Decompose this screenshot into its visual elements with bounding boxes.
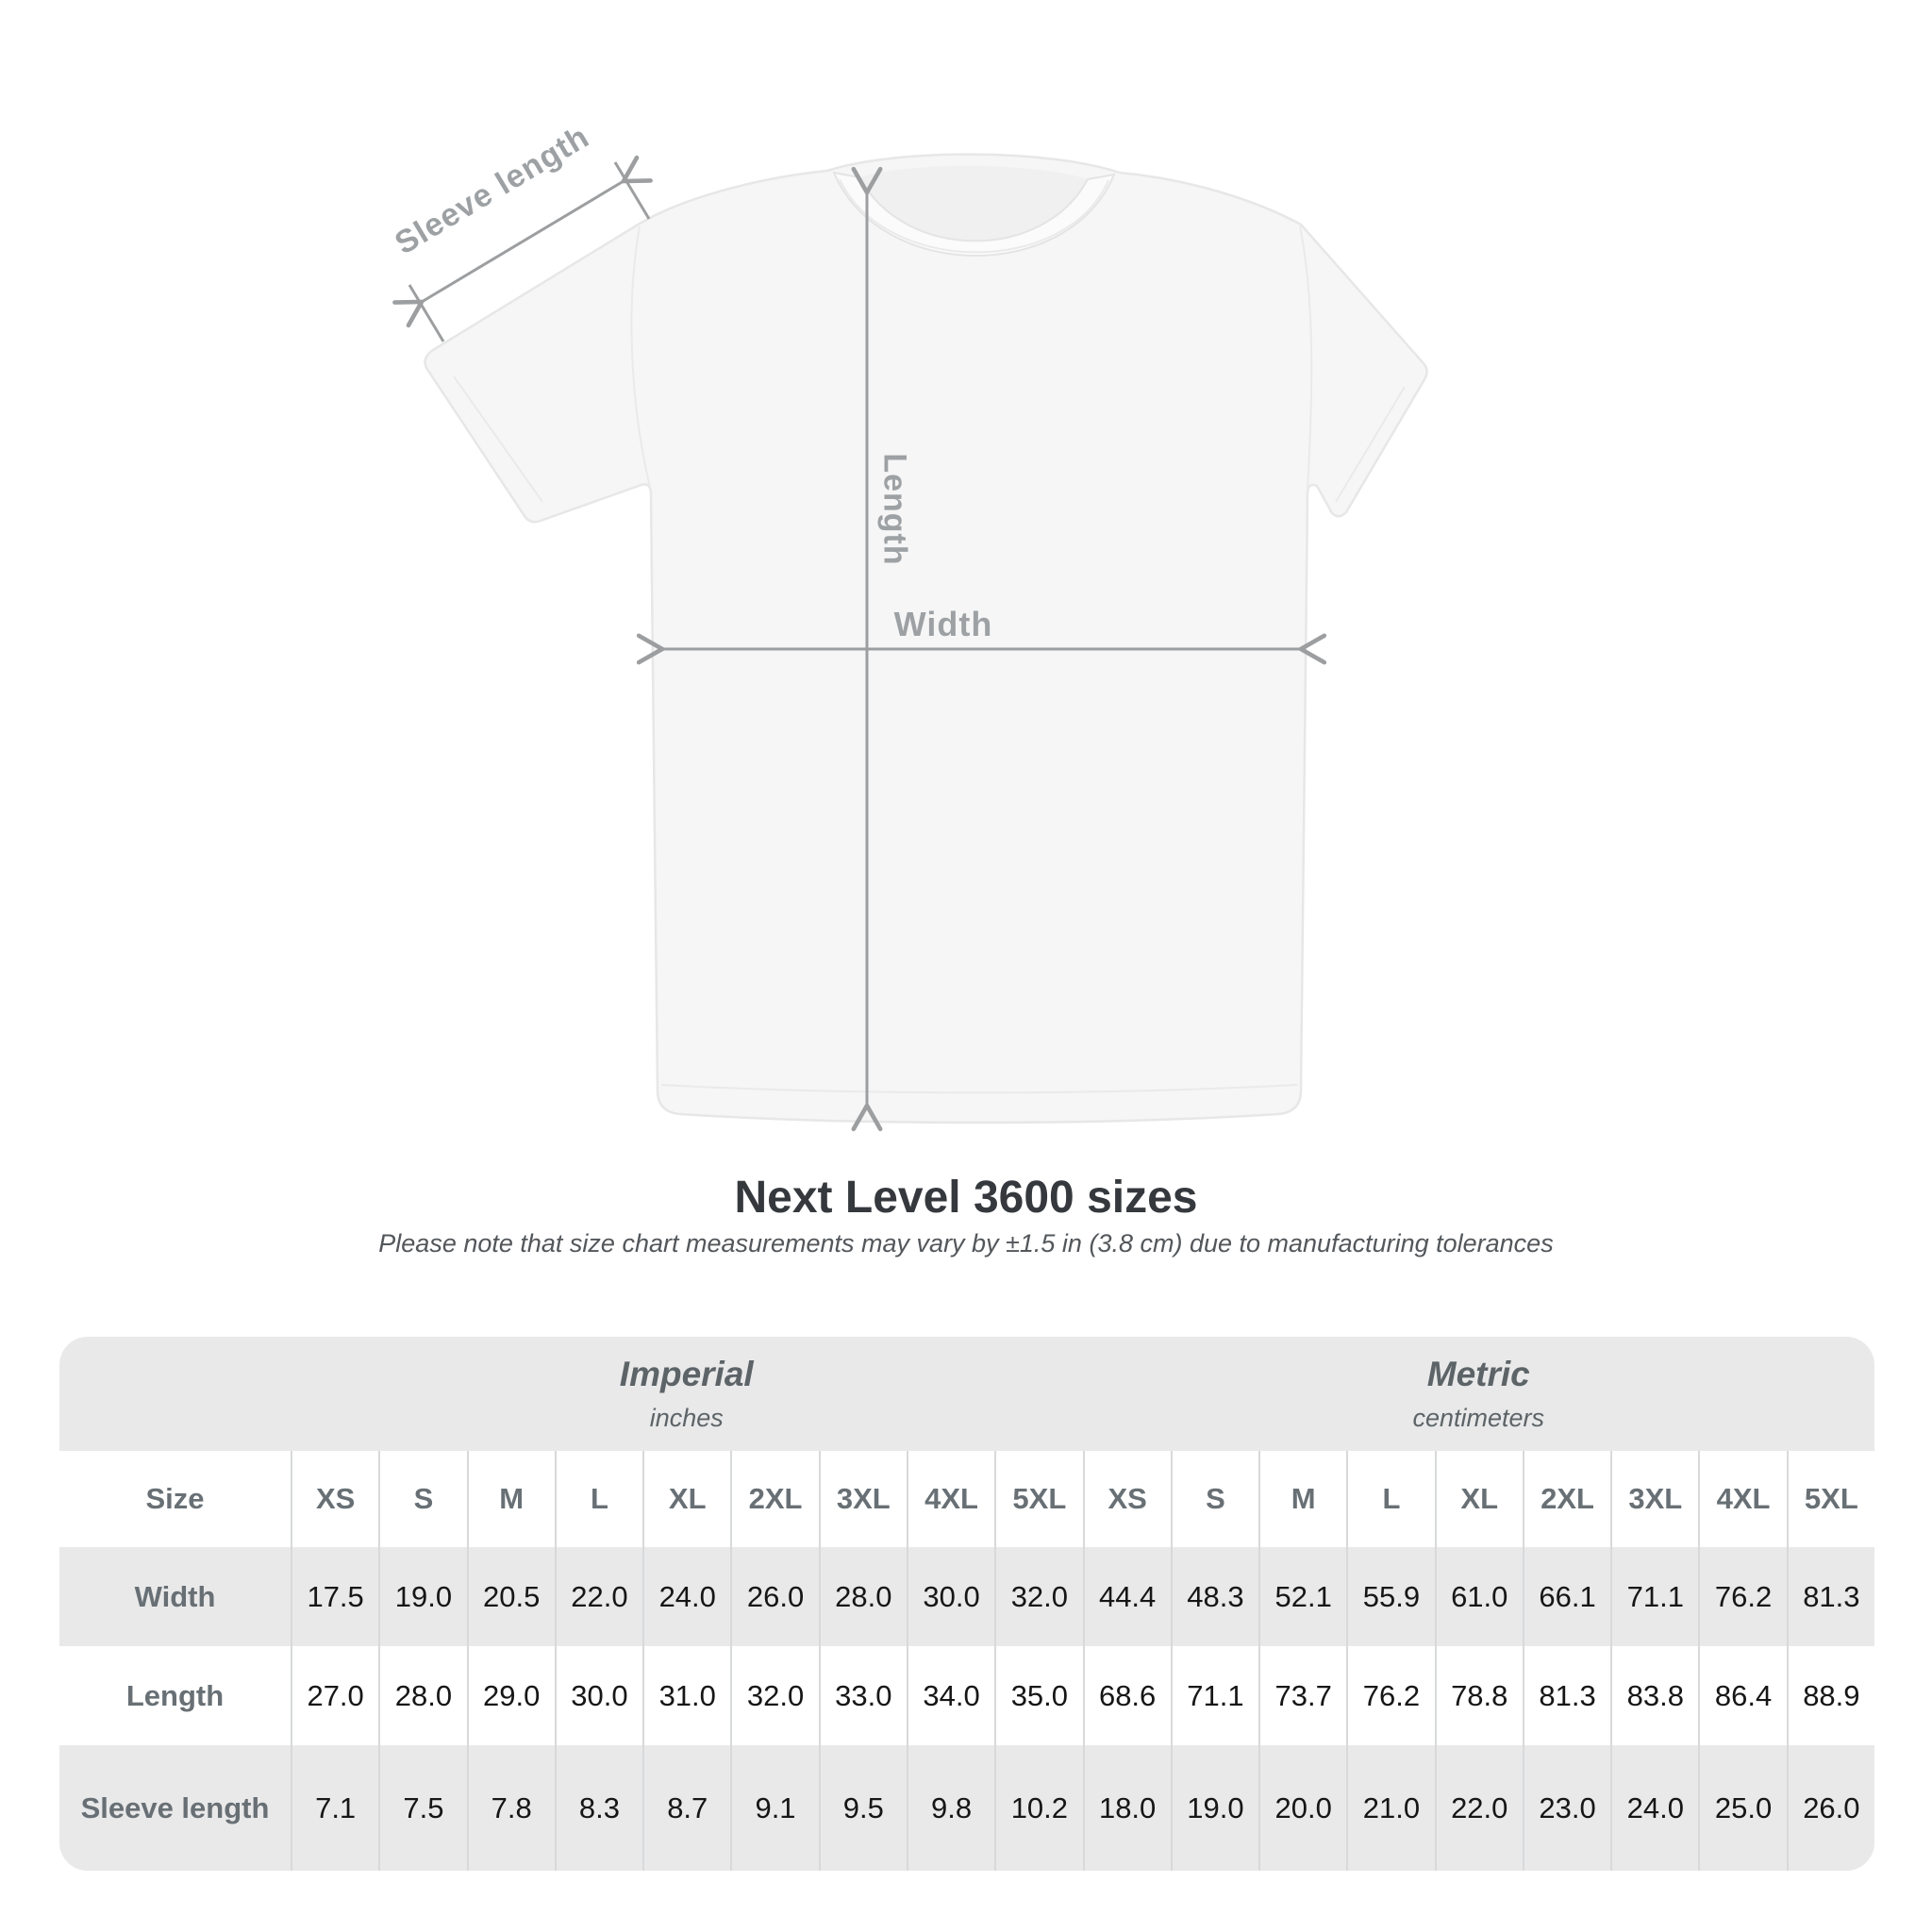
metric-unit-header <box>1083 1337 1875 1451</box>
width-value-cell: 26.0 <box>730 1547 818 1646</box>
size-header-cell: 2XL <box>1523 1451 1610 1547</box>
width-value-cell: 71.1 <box>1610 1547 1698 1646</box>
sleeve-length-value-cell: 9.8 <box>907 1745 994 1871</box>
width-row-label: Width <box>134 1579 216 1613</box>
length-value-cell: 28.0 <box>378 1646 466 1745</box>
length-dimension-label: Length <box>876 453 913 566</box>
length-value-cell: 73.7 <box>1258 1646 1346 1745</box>
size-header-cell: 4XL <box>907 1451 994 1547</box>
sleeve-length-value-cell: 24.0 <box>1610 1745 1698 1871</box>
length-value-cell: 76.2 <box>1346 1646 1434 1745</box>
length-value-cell: 88.9 <box>1787 1646 1874 1745</box>
length-value-cell: 68.6 <box>1083 1646 1171 1745</box>
sleeve-length-value-cell: 18.0 <box>1083 1745 1171 1871</box>
unit-header-row <box>59 1337 1874 1451</box>
sleeve-length-value-cell: 26.0 <box>1787 1745 1874 1871</box>
size-header-cell: XS <box>1083 1451 1171 1547</box>
metric-sublabel: centimeters <box>1412 1404 1545 1432</box>
length-value-cell: 78.8 <box>1435 1646 1523 1745</box>
size-header-cell: S <box>1171 1451 1258 1547</box>
length-value-cell: 33.0 <box>819 1646 907 1745</box>
length-row <box>59 1646 1874 1745</box>
size-header-cell: XS <box>291 1451 378 1547</box>
width-value-cell: 19.0 <box>378 1547 466 1646</box>
width-value-cell: 52.1 <box>1258 1547 1346 1646</box>
width-value-cell: 28.0 <box>819 1547 907 1646</box>
width-dimension-label: Width <box>893 605 993 643</box>
width-value-cell: 22.0 <box>555 1547 642 1646</box>
size-table <box>59 1337 1874 1871</box>
size-column-header: Size <box>145 1482 205 1515</box>
length-row-label: Length <box>125 1678 225 1712</box>
sleeve-length-value-cell: 9.1 <box>730 1745 818 1871</box>
sleeve-length-row-label: Sleeve length <box>80 1790 270 1824</box>
size-header-cell: XL <box>1435 1451 1523 1547</box>
length-value-cell: 71.1 <box>1171 1646 1258 1745</box>
size-header-cell: S <box>378 1451 466 1547</box>
sleeve-length-value-cell: 20.0 <box>1258 1745 1346 1871</box>
sleeve-length-value-cell: 7.1 <box>291 1745 378 1871</box>
metric-label: Metric <box>1426 1355 1530 1393</box>
width-value-cell: 30.0 <box>907 1547 994 1646</box>
size-header-cell: L <box>1346 1451 1434 1547</box>
length-value-cell: 34.0 <box>907 1646 994 1745</box>
sleeve-length-value-cell: 10.2 <box>994 1745 1082 1871</box>
length-value-cell: 83.8 <box>1610 1646 1698 1745</box>
size-header-cell: 4XL <box>1698 1451 1786 1547</box>
size-header-cell: 3XL <box>819 1451 907 1547</box>
sleeve-length-value-cell: 8.3 <box>555 1745 642 1871</box>
size-header-cell: 5XL <box>994 1451 1082 1547</box>
sleeve-length-value-cell: 8.7 <box>642 1745 730 1871</box>
length-value-cell: 32.0 <box>730 1646 818 1745</box>
width-value-cell: 81.3 <box>1787 1547 1874 1646</box>
sleeve-length-value-cell: 21.0 <box>1346 1745 1434 1871</box>
sleeve-length-dimension-label: Sleeve length <box>389 118 596 262</box>
size-header-cell: 3XL <box>1610 1451 1698 1547</box>
width-value-cell: 48.3 <box>1171 1547 1258 1646</box>
width-value-cell: 66.1 <box>1523 1547 1610 1646</box>
imperial-sublabel: inches <box>649 1404 724 1432</box>
size-header-cell: XL <box>642 1451 730 1547</box>
width-value-cell: 61.0 <box>1435 1547 1523 1646</box>
sleeve-length-value-cell: 25.0 <box>1698 1745 1786 1871</box>
size-header-cell: 5XL <box>1787 1451 1874 1547</box>
sleeve-length-value-cell: 7.5 <box>378 1745 466 1871</box>
sleeve-length-value-cell: 19.0 <box>1171 1745 1258 1871</box>
length-value-cell: 31.0 <box>642 1646 730 1745</box>
sleeve-length-value-cell: 23.0 <box>1523 1745 1610 1871</box>
width-value-cell: 24.0 <box>642 1547 730 1646</box>
length-value-cell: 81.3 <box>1523 1646 1610 1745</box>
page-subtitle: Please note that size chart measurements may vary by ±1.5 in (3.8 cm) due to manufacturing tolerances <box>378 1229 1554 1257</box>
imperial-label: Imperial <box>619 1355 754 1393</box>
sleeve-length-value-cell: 7.8 <box>467 1745 555 1871</box>
sleeve-tick-upper <box>615 162 649 219</box>
size-header-row <box>59 1451 1874 1547</box>
unit-header-spacer <box>59 1337 291 1451</box>
width-value-cell: 20.5 <box>467 1547 555 1646</box>
width-value-cell: 76.2 <box>1698 1547 1786 1646</box>
length-value-cell: 30.0 <box>555 1646 642 1745</box>
size-header-cell: 2XL <box>730 1451 818 1547</box>
sleeve-length-row <box>59 1745 1874 1871</box>
size-header-cell: L <box>555 1451 642 1547</box>
page-title: Next Level 3600 sizes <box>734 1173 1198 1223</box>
width-value-cell: 32.0 <box>994 1547 1082 1646</box>
width-row <box>59 1547 1874 1646</box>
imperial-unit-header <box>291 1337 1083 1451</box>
size-header-cell: M <box>1258 1451 1346 1547</box>
width-value-cell: 44.4 <box>1083 1547 1171 1646</box>
size-header-cell: M <box>467 1451 555 1547</box>
width-value-cell: 17.5 <box>291 1547 378 1646</box>
width-value-cell: 55.9 <box>1346 1547 1434 1646</box>
length-value-cell: 35.0 <box>994 1646 1082 1745</box>
length-value-cell: 29.0 <box>467 1646 555 1745</box>
length-value-cell: 86.4 <box>1698 1646 1786 1745</box>
sleeve-length-value-cell: 9.5 <box>819 1745 907 1871</box>
sleeve-length-value-cell: 22.0 <box>1435 1745 1523 1871</box>
length-value-cell: 27.0 <box>291 1646 378 1745</box>
